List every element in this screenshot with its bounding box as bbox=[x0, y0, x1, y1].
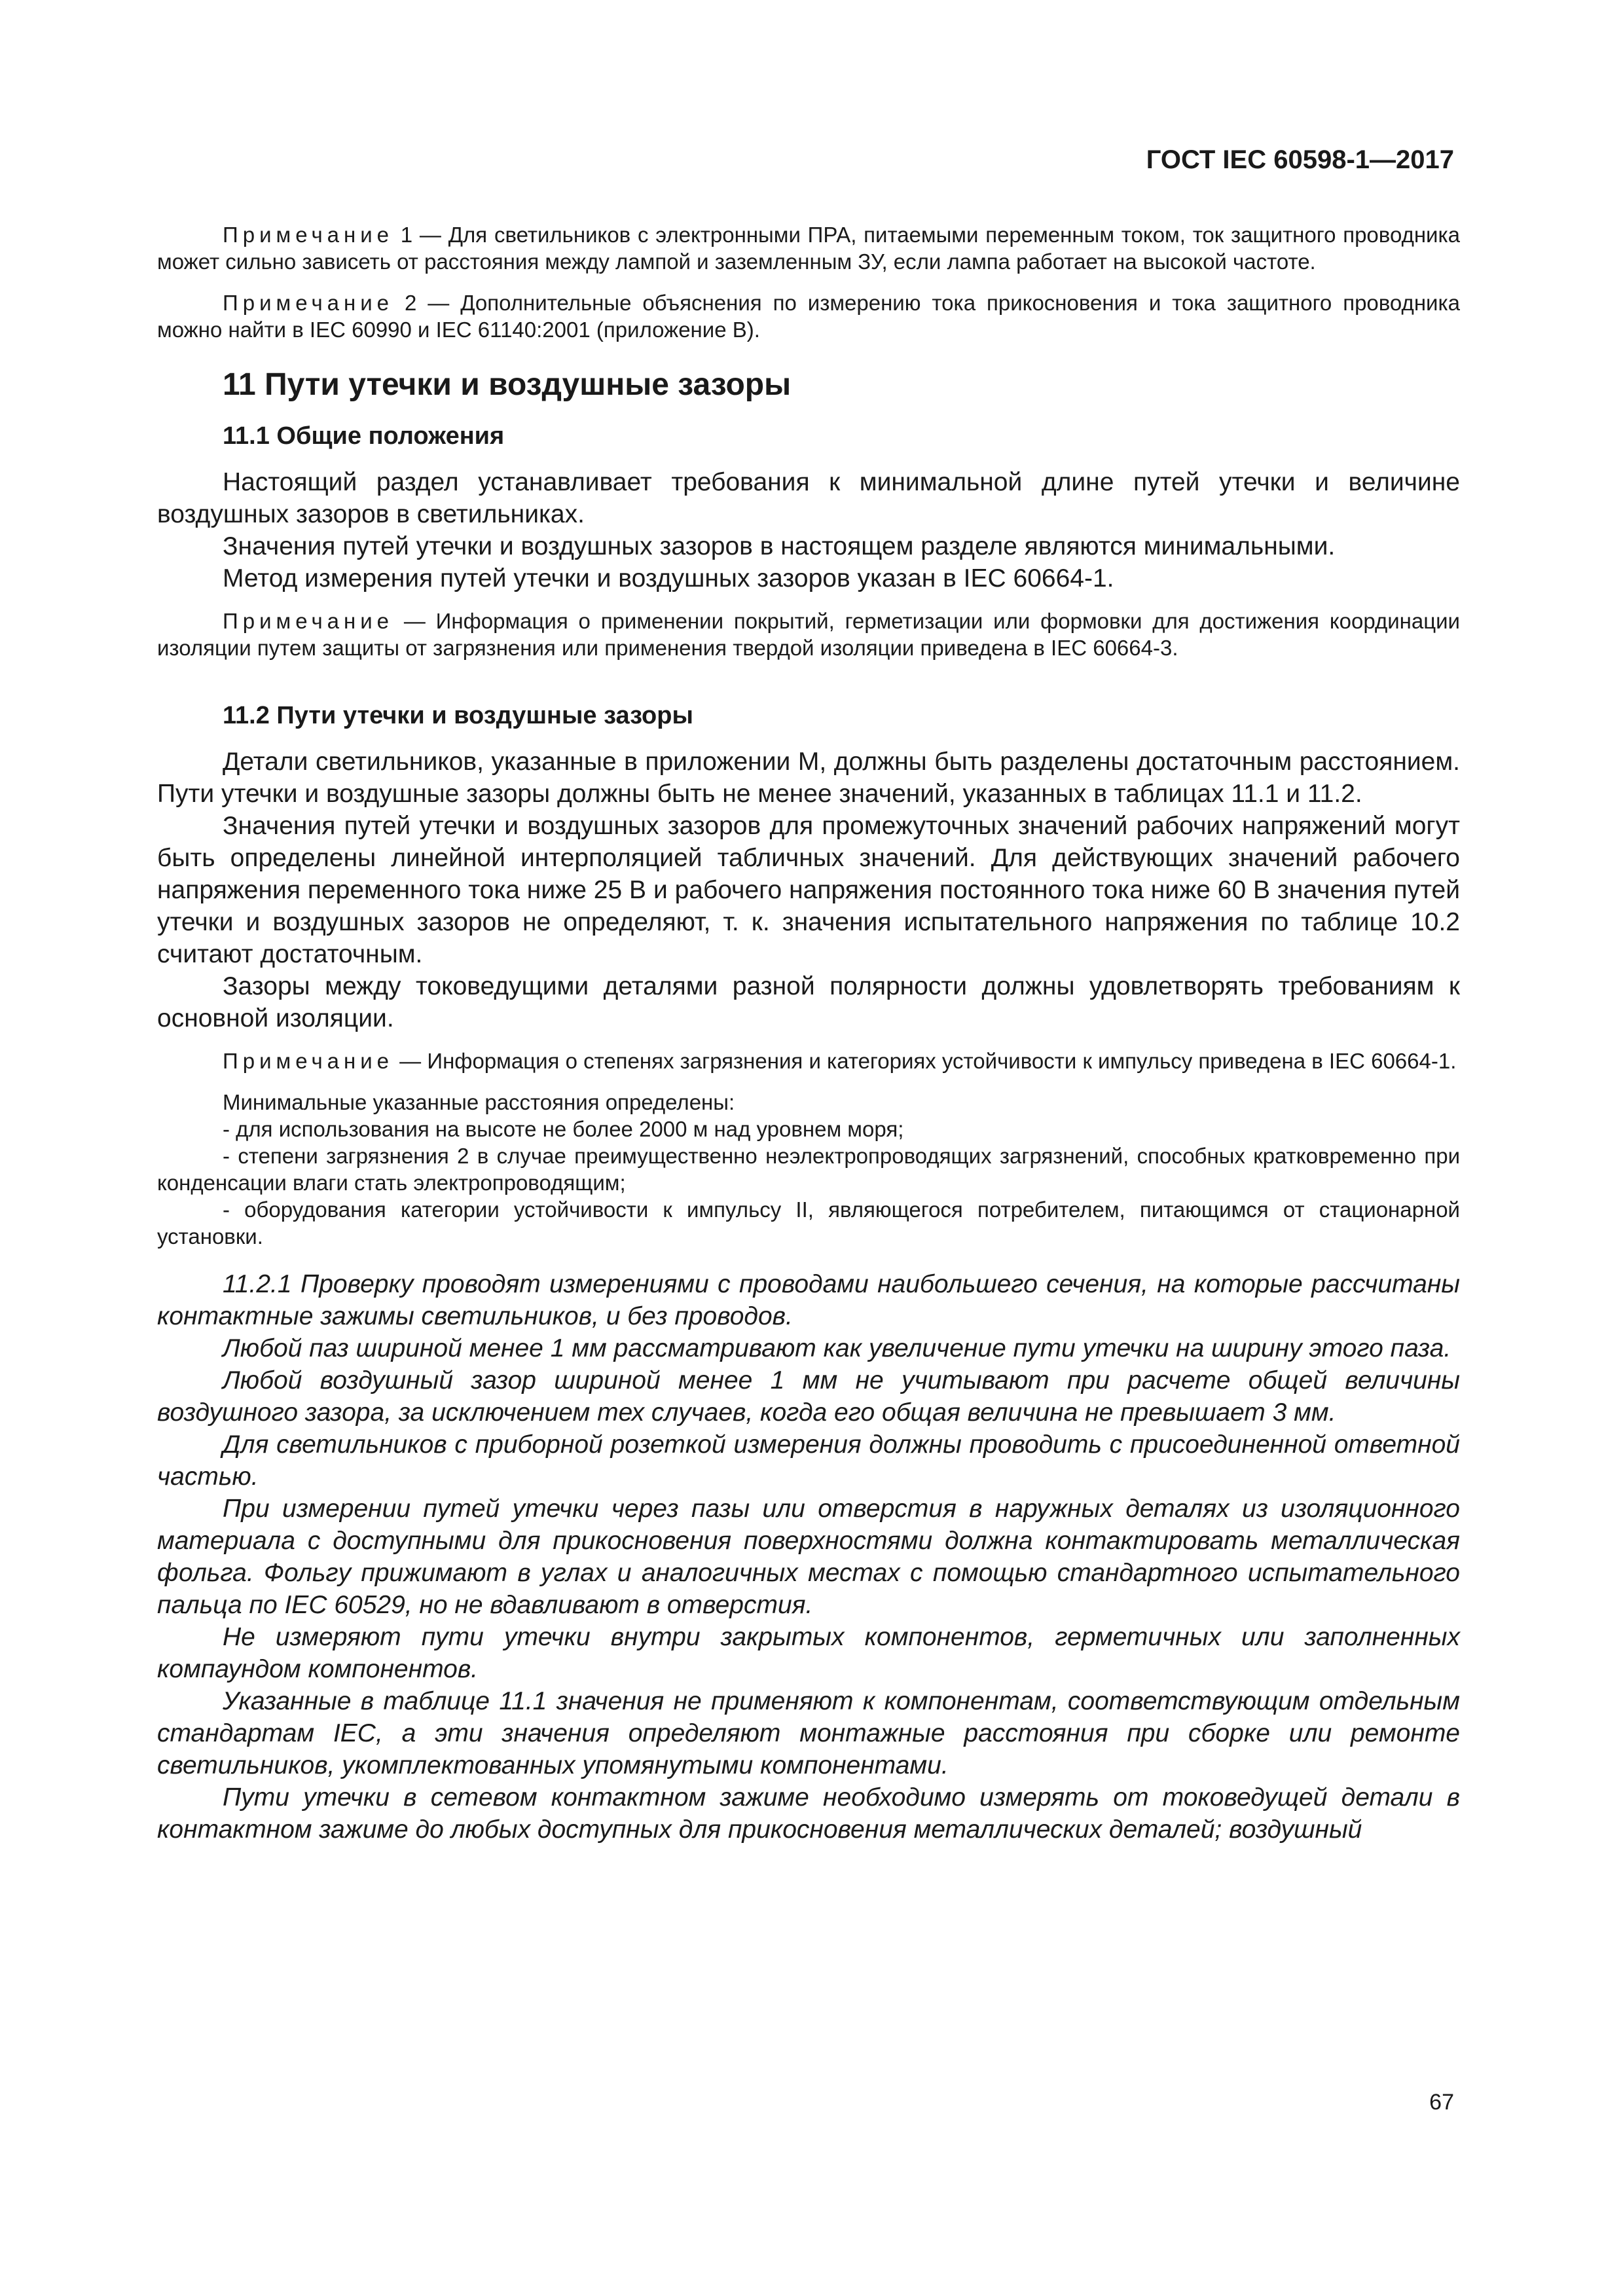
note-label: Примечание bbox=[223, 1049, 394, 1073]
paragraph: Значения путей утечки и воздушных зазоров для промежуточных значений рабочих напряжений могут быть определены линейной интерполяцией табличных значений. Для действующих значений рабочего напряжения переменного тока ниже 25 В и рабочего напряжения постоянного тока ниже 60 В значения путей утечки и воздушных зазоров не определяют, т. к. значения испытательного напряжения по таблице 10.2 считают достаточным. bbox=[157, 812, 1460, 968]
italic-paragraph: Любой воздушный зазор шириной менее 1 мм не учитывают при расчете общей величины воздушного зазора, за исключением тех случаев, когда его общая величина не превышает 3 мм. bbox=[157, 1366, 1460, 1427]
subsection-11-2-title: 11.2 Пути утечки и воздушные зазоры bbox=[223, 702, 693, 729]
italic-paragraph: Не измеряют пути утечки внутри закрытых компонентов, герметичных или заполненных компаундом компонентов. bbox=[157, 1623, 1460, 1683]
italic-paragraph: При измерении путей утечки через пазы или отверстия в наружных деталях из изоляционного материала с доступными для прикосновения поверхностями должна контактировать металлическая фольга. Фольгу прижимают в углах и аналогичных местах с помощью стандартного испытательного пальца по IEC 60529, но не вдавливают в отверстия. bbox=[157, 1495, 1460, 1619]
note-label: Примечание bbox=[223, 609, 394, 633]
note-11-2 bbox=[157, 1048, 1460, 1074]
paragraph: Настоящий раздел устанавливает требования к минимальной длине путей утечки и величине воздушных зазоров в светильниках. bbox=[157, 468, 1460, 528]
note-label: Примечание bbox=[223, 291, 394, 315]
italic-paragraph: Для светильников с приборной розеткой измерения должны проводить с присоединенной ответной частью. bbox=[157, 1430, 1460, 1491]
paragraph: Значения путей утечки и воздушных зазоров в настоящем разделе являются минимальными. bbox=[223, 532, 1336, 560]
list-item: - степени загрязнения 2 в случае преимущественно неэлектропроводящих загрязнений, способных кратковременно при конденсации влаги стать электропроводящим; bbox=[157, 1144, 1460, 1195]
document-code: ГОСТ IEC 60598-1—2017 bbox=[1146, 145, 1454, 174]
note-text: 2 — Дополнительные объяснения по измерению тока прикосновения и тока защитного проводника можно найти в IEC 60990 и IEC 61140:2001 (приложение B). bbox=[157, 291, 1460, 342]
min-distances-intro: Минимальные указанные расстояния определены: bbox=[223, 1090, 735, 1114]
paragraph: Метод измерения путей утечки и воздушных зазоров указан в IEC 60664-1. bbox=[223, 564, 1114, 592]
note-11-1 bbox=[157, 608, 1460, 661]
italic-paragraph: 11.2.1 Проверку проводят измерениями с проводами наибольшего сечения, на которые рассчитаны контактные зажимы светильников, и без проводов. bbox=[157, 1270, 1460, 1330]
list-item: - оборудования категории устойчивости к импульсу II, являющегося потребителем, питающимся от стационарной установки. bbox=[157, 1197, 1460, 1248]
paragraph: Детали светильников, указанные в приложении М, должны быть разделены достаточным расстоянием. Пути утечки и воздушные зазоры должны быть не менее значений, указанных в таблицах 11.1 и 11.2. bbox=[157, 748, 1460, 808]
paragraph: Зазоры между токоведущими деталями разной полярности должны удовлетворять требованиям к основной изоляции. bbox=[157, 972, 1460, 1032]
page-number: 67 bbox=[1429, 2090, 1454, 2115]
note-label: Примечание bbox=[223, 223, 394, 247]
note-text: 1 — Для светильников с электронными ПРА, питаемыми переменным током, ток защитного проводника может сильно зависеть от расстояния между лампой и заземленным ЗУ, если лампа работает на высокой частоте. bbox=[157, 223, 1460, 274]
note-1 bbox=[157, 221, 1460, 275]
italic-paragraph: Указанные в таблице 11.1 значения не применяют к компонентам, соответствующим отдельным стандартам IEC, а эти значения определяют монтажные расстояния при сборке или ремонте светильников, укомплектованных упомянутыми компонентами. bbox=[157, 1687, 1460, 1779]
note-text: — Информация о степенях загрязнения и категориях устойчивости к импульсу приведена в IEC 60664-1. bbox=[393, 1049, 1457, 1073]
page-content bbox=[157, 221, 1460, 1846]
subsection-11-1-title: 11.1 Общие положения bbox=[223, 422, 505, 450]
note-text: — Информация о применении покрытий, герметизации или формовки для достижения координации изоляции путем защиты от загрязнения или применения твердой изоляции приведена в IEC 60664-3. bbox=[157, 609, 1460, 660]
note-2 bbox=[157, 289, 1460, 343]
section-11-title: 11 Пути утечки и воздушные зазоры bbox=[223, 367, 792, 402]
italic-paragraph: Пути утечки в сетевом контактном зажиме необходимо измерять от токоведущей детали в контактном зажиме до любых доступных для прикосновения металлических деталей; воздушный bbox=[157, 1783, 1460, 1844]
list-item: - для использования на высоте не более 2000 м над уровнем моря; bbox=[223, 1117, 904, 1141]
italic-paragraph: Любой паз шириной менее 1 мм рассматривают как увеличение пути утечки на ширину этого паза. bbox=[223, 1334, 1451, 1362]
